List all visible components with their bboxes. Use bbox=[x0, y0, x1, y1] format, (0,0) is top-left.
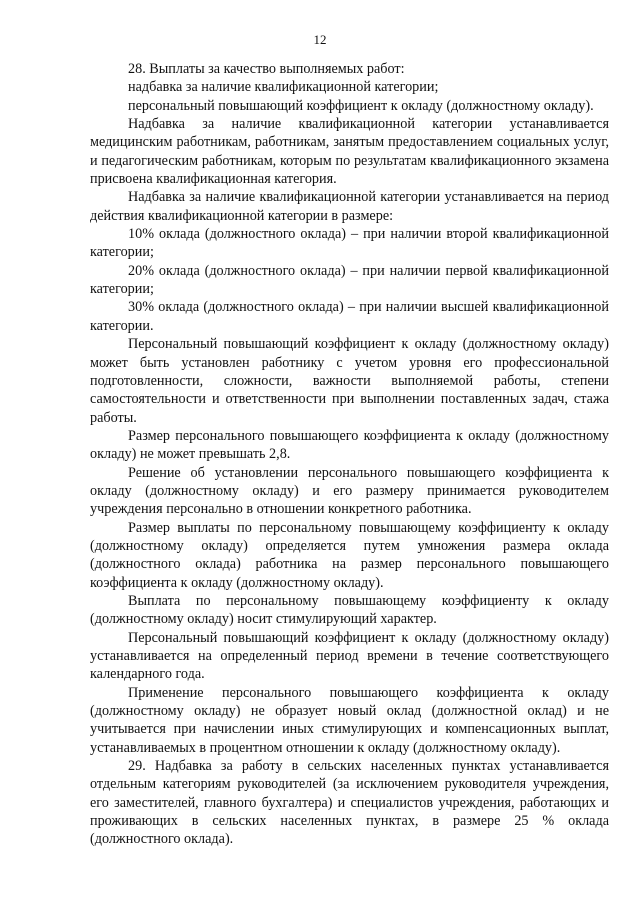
document-body bbox=[90, 60, 609, 849]
rate-second-category: 10% оклада (должностного оклада) – при наличии второй квалификационной категории; bbox=[90, 226, 609, 261]
section-28-heading: 28. Выплаты за качество выполняемых работ: bbox=[128, 61, 405, 77]
paragraph-coefficient-limit: Размер персонального повышающего коэффициента к окладу (должностному окладу) не может превышать 2,8. bbox=[90, 427, 609, 463]
paragraph-coefficient-criteria: Персональный повышающий коэффициент к окладу (должностному окладу) может быть установлен работнику с учетом уровня его профессиональной подготовленности, сложности, важности выполняемой работы, степени самостоятельности и ответственности при выполнении поставленных задач, стажа работы. bbox=[90, 336, 609, 426]
rate-first-category: 20% оклада (должностного оклада) – при наличии первой квалификационной категории; bbox=[90, 262, 609, 298]
page-number: 12 bbox=[313, 32, 327, 47]
list-item-category-bonus: надбавка за наличие квалификационной категории; bbox=[128, 79, 439, 96]
paragraph-coefficient-application: Применение персонального повышающего коэффициента к окладу (должностному окладу) не образует новый оклад (должностной оклад) и не учитывается при начислении иных стимулирующих и компенсационных выплат, устанавливаемых в процентном отношении к окладу (должностному окладу). bbox=[90, 684, 609, 756]
paragraph-category-bonus-amount: Надбавка за наличие квалификационной категории устанавливается на период действия квалификационной категории в размере: bbox=[90, 189, 609, 224]
section-29-rural-bonus: 29. Надбавка за работу в сельских населенных пунктах устанавливается отдельным категориям руководителей (за исключением руководителя учреждения, его заместителей, главного бухгалтера) и специалистов учреждения, работающих и проживающих в сельских населенных пунктах, в размере 25 % оклада (должностного оклада). bbox=[90, 758, 609, 848]
rate-highest-category: 30% оклада (должностного оклада) – при наличии высшей квалификационной категории. bbox=[90, 299, 609, 334]
paragraph-coefficient-decision: Решение об установлении персонального повышающего коэффициента к окладу (должностному окладу) и его размеру принимается руководителем учреждения персонально в отношении конкретного работника. bbox=[90, 464, 609, 518]
paragraph-coefficient-period: Персональный повышающий коэффициент к окладу (должностному окладу) устанавливается на определенный период времени в течение соответствующего календарного года. bbox=[90, 629, 609, 683]
paragraph-payment-nature: Выплата по персональному повышающему коэффициенту к окладу (должностному окладу) носит стимулирующий характер. bbox=[90, 592, 609, 628]
paragraph-payment-calculation: Размер выплаты по персональному повышающему коэффициенту к окладу (должностному окладу) определяется путем умножения размера оклада (должностного оклада) работника на размер персонального повышающего коэффициента к окладу (должностному окладу). bbox=[90, 519, 609, 591]
list-item-personal-coefficient: персональный повышающий коэффициент к окладу (должностному окладу). bbox=[128, 97, 594, 114]
paragraph-category-bonus-recipients: Надбавка за наличие квалификационной категории устанавливается медицинским работникам, работникам, занятым предоставлением социальных услуг, и педагогическим работникам, которым по результатам квалификационного экзамена присвоена квалификационная категория. bbox=[90, 116, 609, 188]
